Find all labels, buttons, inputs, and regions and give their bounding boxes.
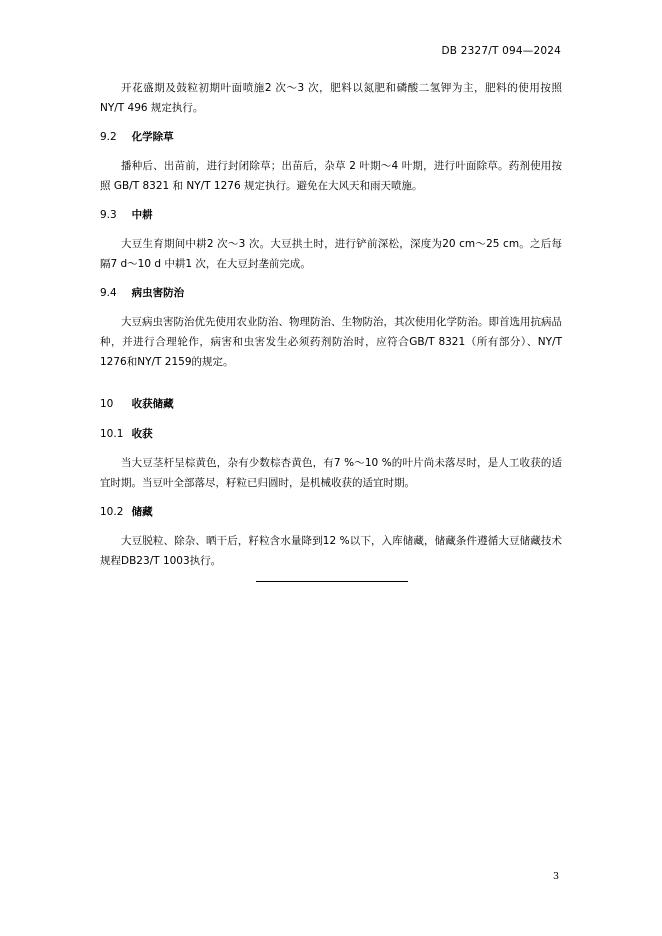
heading-title: 病虫害防治 (131, 287, 185, 299)
chapter-10 (100, 394, 562, 414)
document-code: DB 2327/T 094—2024 (441, 45, 561, 57)
end-rule (256, 581, 408, 582)
paragraph-weeding: 播种后、出苗前，进行封闭除草；出苗后，杂草 2 叶期～4 叶期，进行叶面除草。药剂使用按照 GB/T 8321 和 NY/T 1276 规定执行。避免在大风天和雨天喷施。 (100, 160, 562, 192)
heading-10-2 (100, 502, 562, 522)
paragraph-cultivation: 大豆生育期间中耕2 次～3 次。大豆拱土时，进行铲前深松，深度为20 cm～25 cm。之后每隔7 d～10 d 中耕1 次，在大豆封垄前完成。 (100, 238, 562, 270)
heading-number: 9.3 (100, 209, 117, 221)
heading-number: 10.1 (100, 428, 124, 440)
heading-number: 10.2 (100, 506, 124, 518)
heading-number: 9.4 (100, 287, 117, 299)
paragraph-fertilizer: 开花盛期及鼓粒初期叶面喷施2 次～3 次，肥料以氮肥和磷酸二氢钾为主，肥料的使用按照NY/T 496 规定执行。 (100, 82, 562, 114)
document-body (100, 78, 562, 582)
chapter-title: 收获储藏 (131, 398, 174, 410)
heading-9-4 (100, 283, 562, 303)
heading-title: 收获 (131, 428, 153, 440)
paragraph-storage: 大豆脱粒、除杂、晒干后，籽粒含水量降到12 %以下，入库储藏，储藏条件遵循大豆储藏技术规程DB23/T 1003执行。 (100, 535, 562, 567)
heading-title: 中耕 (131, 209, 153, 221)
heading-number: 9.2 (100, 131, 117, 143)
chapter-number: 10 (100, 398, 114, 410)
paragraph-harvest: 当大豆茎杆呈棕黄色，杂有少数棕杏黄色，有7 %～10 %的叶片尚未落尽时，是人工收获的适宜时期。当豆叶全部落尽，籽粒已归圆时，是机械收获的适宜时期。 (100, 457, 562, 489)
heading-title: 化学除草 (131, 131, 174, 143)
heading-9-2 (100, 127, 562, 147)
heading-title: 储藏 (131, 506, 153, 518)
heading-10-1 (100, 424, 562, 444)
page-number: 3 (552, 871, 559, 882)
heading-9-3 (100, 205, 562, 225)
paragraph-pest-control: 大豆病虫害防治优先使用农业防治、物理防治、生物防治，其次使用化学防治。即首选用抗病品种，并进行合理轮作，病害和虫害发生必须药剂防治时，应符合GB/T 8321（所有部分）、NY/T 1276和NY/T 2159的规定。 (100, 316, 562, 368)
